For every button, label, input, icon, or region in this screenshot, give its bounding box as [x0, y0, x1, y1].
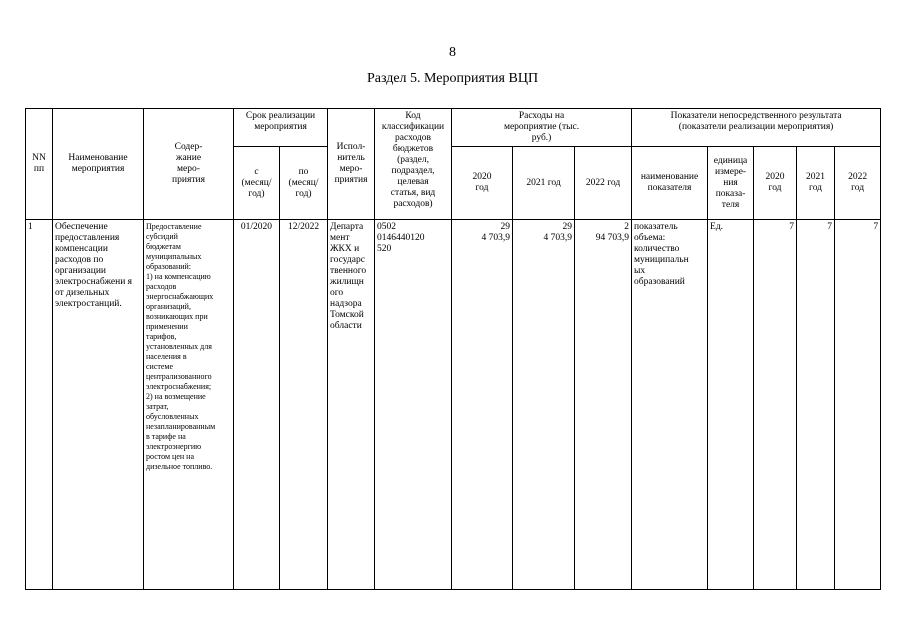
- cell-executor: Департа мент ЖКХ и государс твенного жилищн ого надзора Томской области: [328, 220, 375, 590]
- header-executor: Испол- нитель меро- приятия: [328, 109, 375, 220]
- header-period-from: с (месяц/ год): [234, 147, 280, 220]
- cell-ind-2022: 7: [835, 220, 881, 590]
- activities-table: [25, 108, 881, 590]
- header-expenses: Расходы на мероприятие (тыс. руб.): [452, 109, 632, 147]
- cell-to: 12/2022: [280, 220, 328, 590]
- cell-exp-2020: 29 4 703,9: [452, 220, 513, 590]
- header-exp-2021: 2021 год: [513, 147, 575, 220]
- cell-content: Предоставление субсидий бюджетам муниципальных образований: 1) на компенсацию расходов энергоснабжающих организаций, возникающих при применении тарифов, установленных для населения в системе централизованного электроснабжения; 2) на возмещение затрат, обусловленных незапланированным в тарифе на электроэнергию ростом цен на дизельное топливо.: [144, 220, 234, 590]
- cell-ind-2020: 7: [754, 220, 797, 590]
- cell-indicator-name: показатель объема: количество муниципальн ых образований: [632, 220, 708, 590]
- header-ind-2021: 2021 год: [797, 147, 835, 220]
- header-period: Срок реализации мероприятия: [234, 109, 328, 147]
- header-ind-2022: 2022 год: [835, 147, 881, 220]
- page-number: 8: [449, 45, 456, 60]
- header-nn: NN пп: [26, 109, 53, 220]
- cell-indicator-unit: Ед.: [708, 220, 754, 590]
- cell-ind-2021: 7: [797, 220, 835, 590]
- header-exp-2022: 2022 год: [575, 147, 632, 220]
- header-content: Содер- жание меро- приятия: [144, 109, 234, 220]
- header-code: Код классификации расходов бюджетов (раздел, подраздел, целевая статья, вид расходов): [375, 109, 452, 220]
- header-ind-2020: 2020 год: [754, 147, 797, 220]
- cell-nn: 1: [26, 220, 53, 590]
- header-indicators: Показатели непосредственного результата (показатели реализации мероприятия): [632, 109, 881, 147]
- header-indicator-name: наименование показателя: [632, 147, 708, 220]
- header-exp-2020: 2020 год: [452, 147, 513, 220]
- cell-name: Обеспечение предоставления компенсации расходов по организации электроснабжени я от дизельных электростанций.: [53, 220, 144, 590]
- cell-exp-2022: 2 94 703,9: [575, 220, 632, 590]
- section-title: Раздел 5. Мероприятия ВЦП: [366, 71, 539, 86]
- header-indicator-unit: единица измере- ния показа- теля: [708, 147, 754, 220]
- cell-code: 0502 0146440120 520: [375, 220, 452, 590]
- cell-exp-2021: 29 4 703,9: [513, 220, 575, 590]
- table-row: [26, 220, 881, 590]
- header-name: Наименование мероприятия: [53, 109, 144, 220]
- cell-from: 01/2020: [234, 220, 280, 590]
- header-period-to: по (месяц/ год): [280, 147, 328, 220]
